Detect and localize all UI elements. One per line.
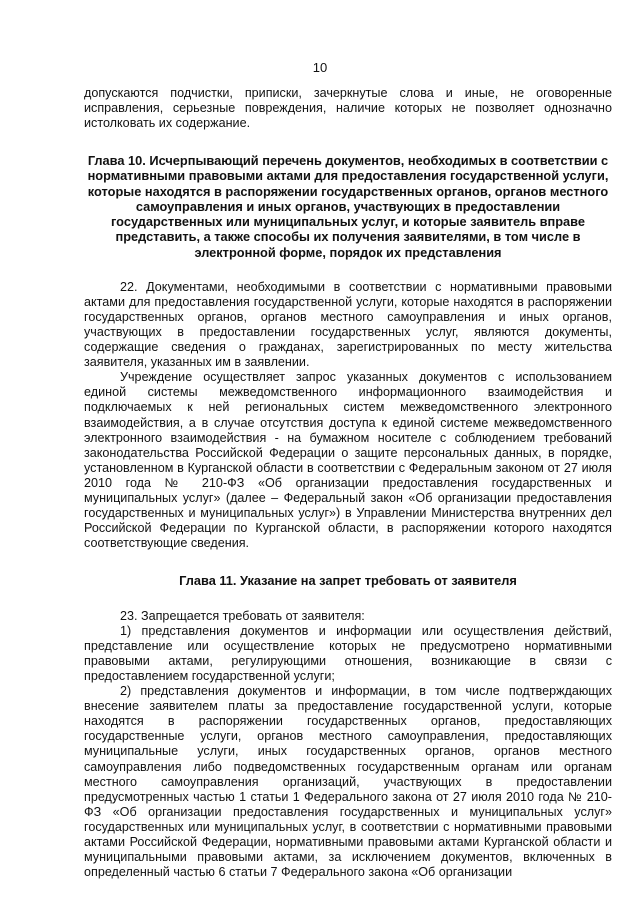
chapter-11-heading: Глава 11. Указание на запрет требовать от заявителя bbox=[179, 573, 517, 589]
page-content bbox=[84, 86, 612, 880]
paragraph-23: 23. Запрещается требовать от заявителя: bbox=[120, 608, 365, 623]
page-number: 10 bbox=[312, 60, 328, 75]
continuation-paragraph: допускаются подчистки, приписки, зачеркнутые слова и иные, не оговоренные исправления, серьезные повреждения, наличие которых не позволяет однозначно истолковать их содержание. bbox=[84, 86, 612, 131]
paragraph-23-item-1: 1) представления документов и информации или осуществления действий, представление или осуществление которых не предусмотрено нормативными правовыми актами, регулирующими отношения, возникающие в связи с предоставлением государственной услуги; bbox=[84, 623, 612, 683]
paragraph-23-item-2: 2) представления документов и информации, в том числе подтверждающих внесение заявителем платы за предоставление государственной услуги, которые находятся в распоряжении государственных органов, предоставляющих государственные услуги, органов местного самоуправления, предоставляющих муниципальные услуги, иных государственных органов, органов местного самоуправления либо подведомственных государственным органам или органам местного самоуправления организаций, участвующих в предоставлении предусмотренных частью 1 статьи 1 Федерального закона от 27 июля 2010 года № 210-ФЗ «Об организации предоставления государственных и муниципальных услуг» государственных или муниципальных услуг, в соответствии с нормативными правовыми актами Российской Федерации, нормативными правовыми актами Курганской области и муниципальными правовыми актами, за исключением документов, включенных в определенный частью 6 статьи 7 Федерального закона «Об организации bbox=[84, 684, 612, 880]
chapter-10-heading: Глава 10. Исчерпывающий перечень документов, необходимых в соответствии с нормативными правовыми актами для предоставления государственной услуги, которые находятся в распоряжении государственных органов, органов местного самоуправления и иных органов, участвующих в предоставлении государственных или муниципальных услуг, и которые заявитель вправе представить, а также способы их получения заявителями, в том числе в электронной форме, порядок их представления bbox=[87, 153, 609, 260]
paragraph-request-procedure: Учреждение осуществляет запрос указанных документов с использованием единой системы межведомственного информационного взаимодействия и подключаемых к ней региональных систем межведомственного электронного взаимодействия, а в случае отсутствия доступа к единой системе межведомственного электронного взаимодействия - на бумажном носителе с соблюдением требований законодательства Российской Федерации о защите персональных данных, в порядке, установленном в Курганской области в соответствии с Федеральным законом от 27 июля 2010 года № 210-ФЗ «Об организации предоставления государственных и муниципальных услуг» (далее – Федеральный закон «Об организации предоставления государственных и муниципальных услуг») в Управлении Министерства внутренних дел Российской Федерации по Курганской области, в распоряжении которого находятся соответствующие сведения. bbox=[84, 370, 612, 551]
paragraph-22: 22. Документами, необходимыми в соответствии с нормативными правовыми актами для предоставления государственной услуги, которые находятся в распоряжении государственных органов, органов местного самоуправления и иных органов, участвующих в предоставлении государственных услуг, являются документы, содержащие сведения о гражданах, зарегистрированных по месту жительства заявителя, указанных им в заявлении. bbox=[84, 279, 612, 370]
